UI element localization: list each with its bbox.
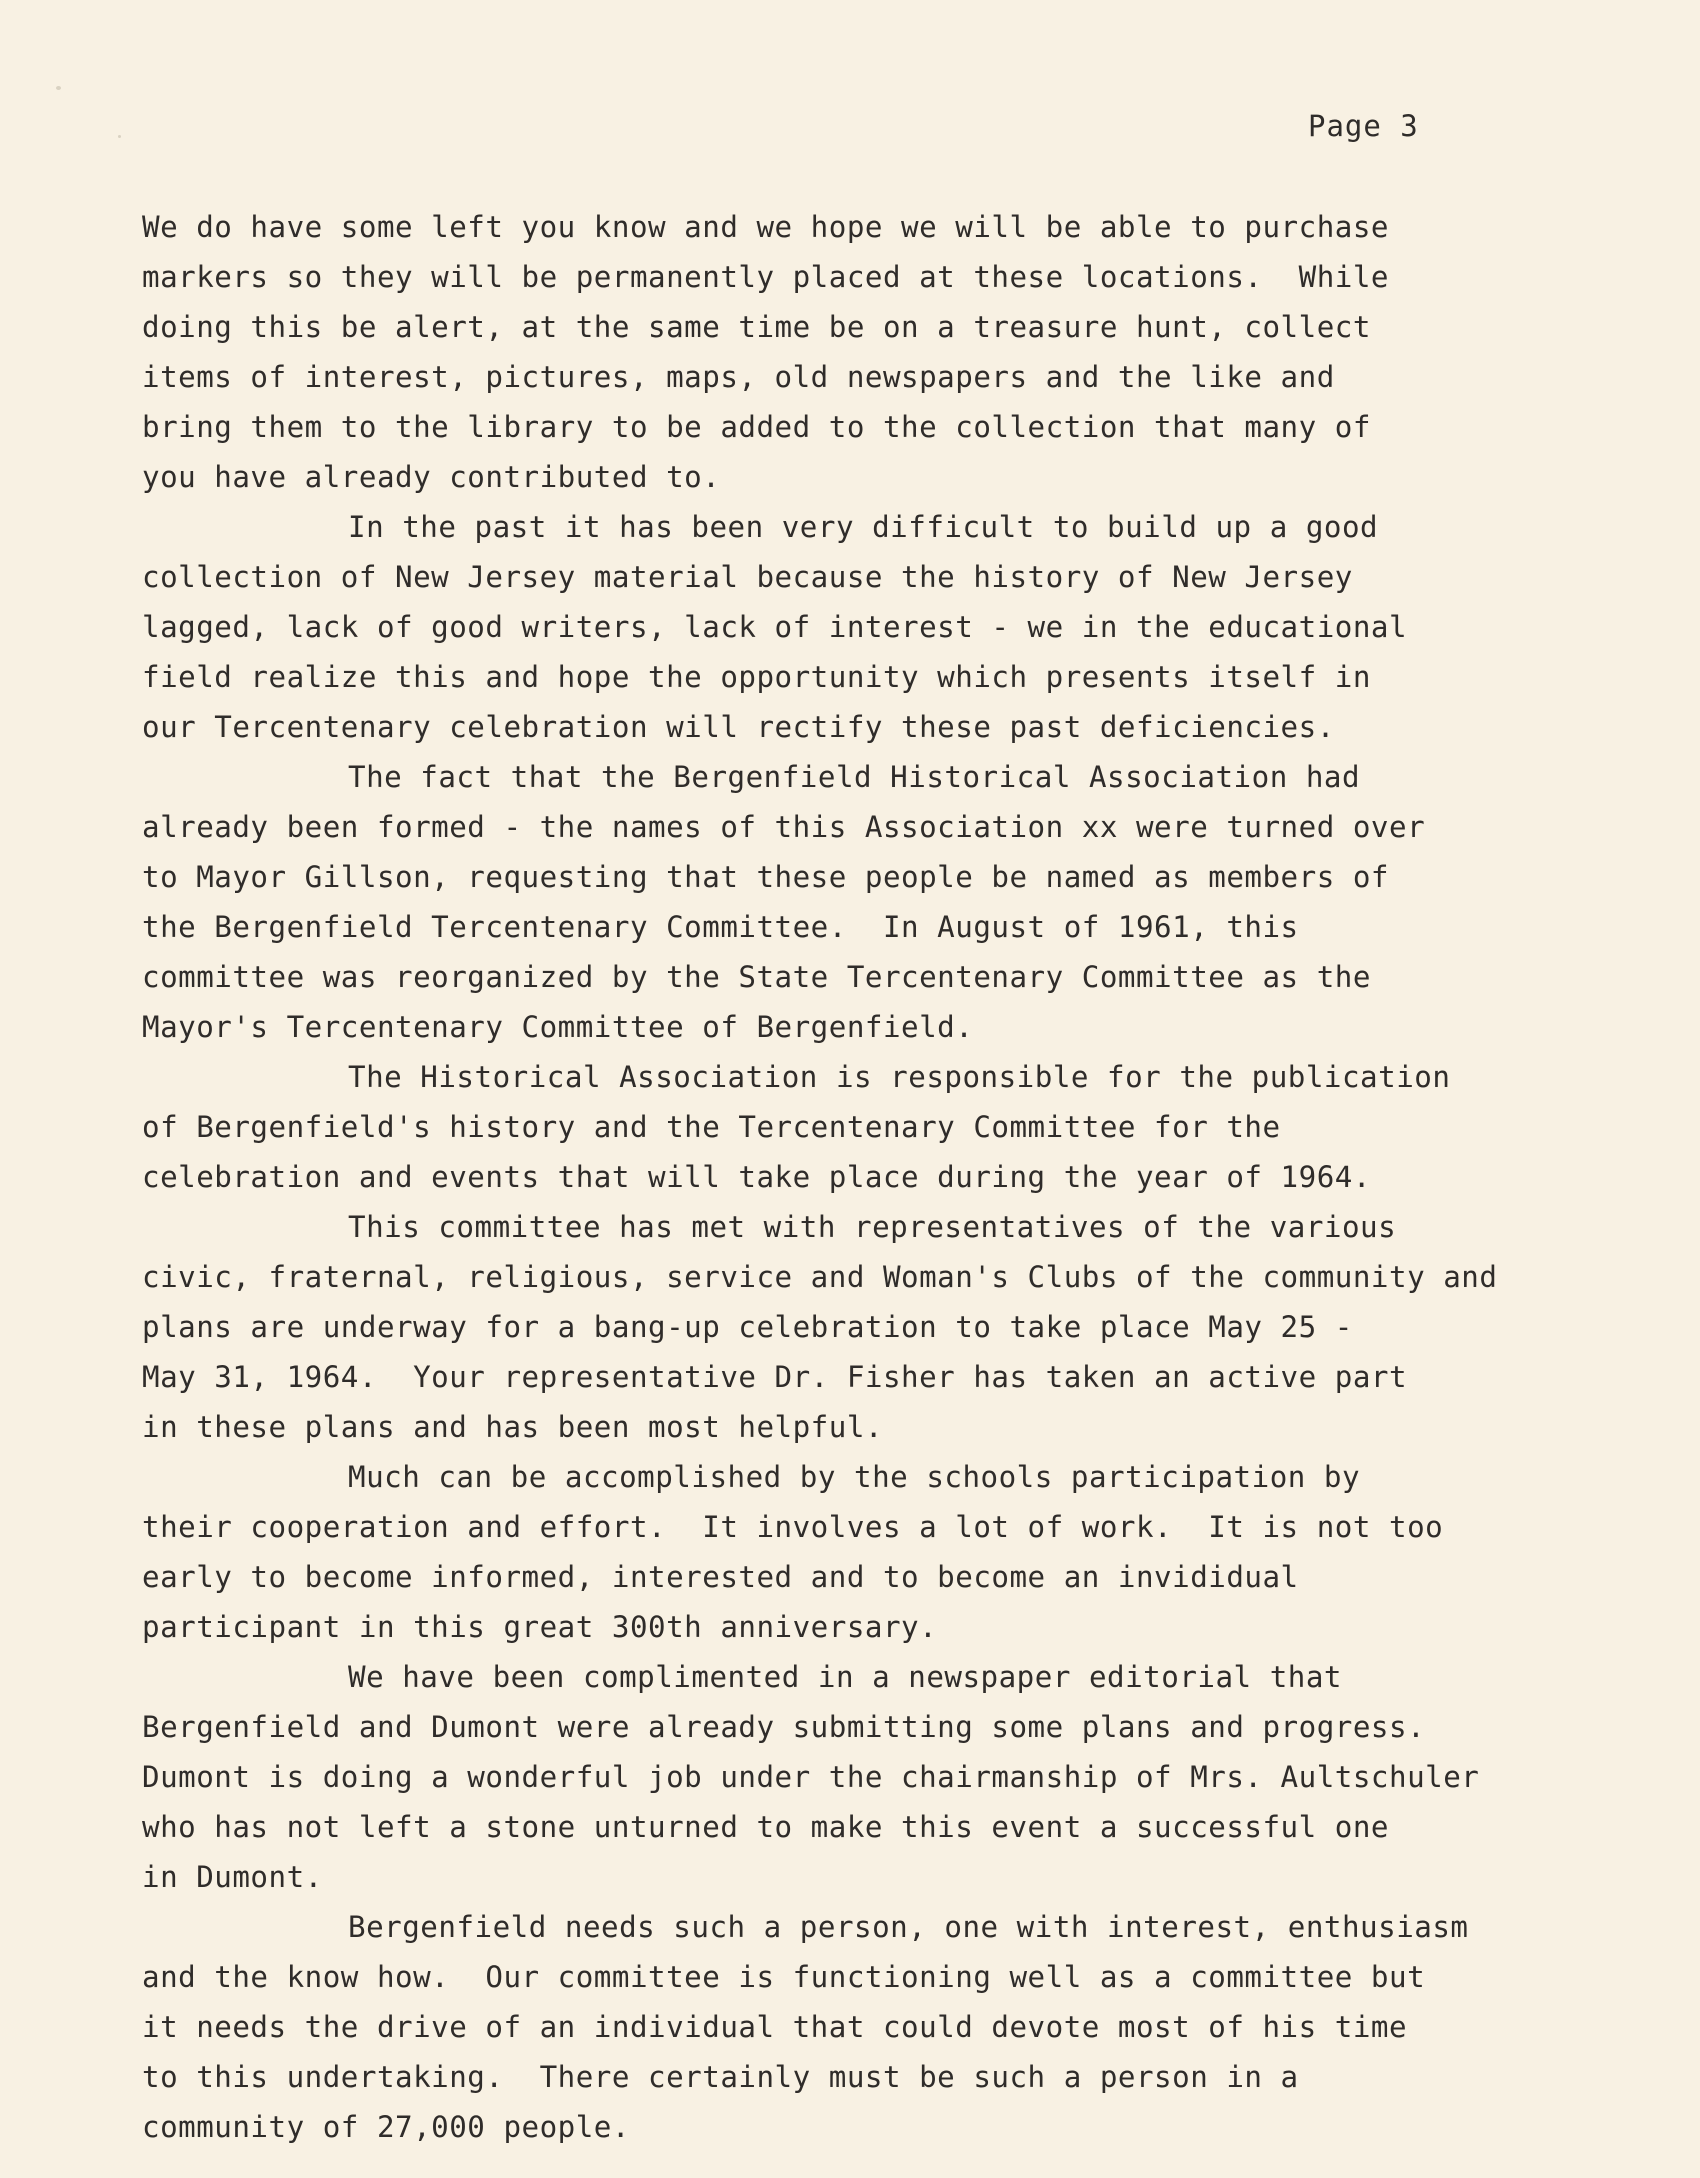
text-line: their cooperation and effort. It involves a lot of work. It is not too <box>142 1510 1444 1544</box>
text-line: Mayor's Tercentenary Committee of Bergenfield. <box>142 1010 974 1044</box>
paragraph-first-line: The Historical Association is responsible for the publication <box>348 1060 1451 1094</box>
text-line: committee was reorganized by the State Tercentenary Committee as the <box>142 960 1371 994</box>
text-line: celebration and events that will take place during the year of 1964. <box>142 1160 1371 1194</box>
text-line: you have already contributed to. <box>142 460 721 494</box>
paragraph-first-line: The fact that the Bergenfield Historical Association had <box>348 760 1361 794</box>
text-line: who has not left a stone unturned to make this event a successful one <box>142 1810 1389 1844</box>
text-line: markers so they will be permanently placed at these locations. While <box>142 260 1389 294</box>
text-line: to this undertaking. There certainly must be such a person in a <box>142 2060 1299 2094</box>
text-line: civic, fraternal, religious, service and Woman's Clubs of the community and <box>142 1260 1498 1294</box>
text-line: We do have some left you know and we hope we will be able to purchase <box>142 210 1389 244</box>
paper-speck <box>118 135 121 138</box>
text-line: and the know how. Our committee is functioning well as a committee but <box>142 1960 1426 1994</box>
page-number: Page 3 <box>1308 109 1419 143</box>
text-line: our Tercentenary celebration will rectify these past deficiencies. <box>142 710 1335 744</box>
text-line: field realize this and hope the opportunity which presents itself in <box>142 660 1371 694</box>
text-line: of Bergenfield's history and the Tercentenary Committee for the <box>142 1110 1281 1144</box>
text-line: doing this be alert, at the same time be on a treasure hunt, collect <box>142 310 1371 344</box>
paragraph-first-line: Much can be accomplished by the schools participation by <box>348 1460 1361 1494</box>
text-line: the Bergenfield Tercentenary Committee. In August of 1961, this <box>142 910 1299 944</box>
letter-body <box>142 202 1682 2152</box>
text-line: in these plans and has been most helpful. <box>142 1410 883 1444</box>
paragraph-first-line: We have been complimented in a newspaper editorial that <box>348 1660 1342 1694</box>
text-line: items of interest, pictures, maps, old newspapers and the like and <box>142 360 1335 394</box>
text-line: to Mayor Gillson, requesting that these people be named as members of <box>142 860 1389 894</box>
text-line: plans are underway for a bang-up celebration to take place May 25 - <box>142 1310 1353 1344</box>
text-line: May 31, 1964. Your representative Dr. Fisher has taken an active part <box>142 1360 1408 1394</box>
text-line: community of 27,000 people. <box>142 2110 630 2144</box>
text-line: lagged, lack of good writers, lack of interest - we in the educational <box>142 610 1408 644</box>
paragraph-first-line: This committee has met with representatives of the various <box>348 1210 1397 1244</box>
text-line: it needs the drive of an individual that could devote most of his time <box>142 2010 1408 2044</box>
text-line: Dumont is doing a wonderful job under the chairmanship of Mrs. Aultschuler <box>142 1760 1480 1794</box>
text-line: Bergenfield and Dumont were already submitting some plans and progress. <box>142 1710 1426 1744</box>
paragraph-first-line: Bergenfield needs such a person, one with interest, enthusiasm <box>348 1910 1469 1944</box>
text-line: bring them to the library to be added to the collection that many of <box>142 410 1371 444</box>
paper-speck <box>56 86 61 90</box>
text-line: already been formed - the names of this Association xx were turned over <box>142 810 1426 844</box>
paragraph-first-line: In the past it has been very difficult to build up a good <box>348 510 1379 544</box>
text-line: participant in this great 300th anniversary. <box>142 1610 938 1644</box>
text-line: in Dumont. <box>142 1860 323 1894</box>
text-line: collection of New Jersey material because the history of New Jersey <box>142 560 1353 594</box>
text-line: early to become informed, interested and to become an invididual <box>142 1560 1299 1594</box>
